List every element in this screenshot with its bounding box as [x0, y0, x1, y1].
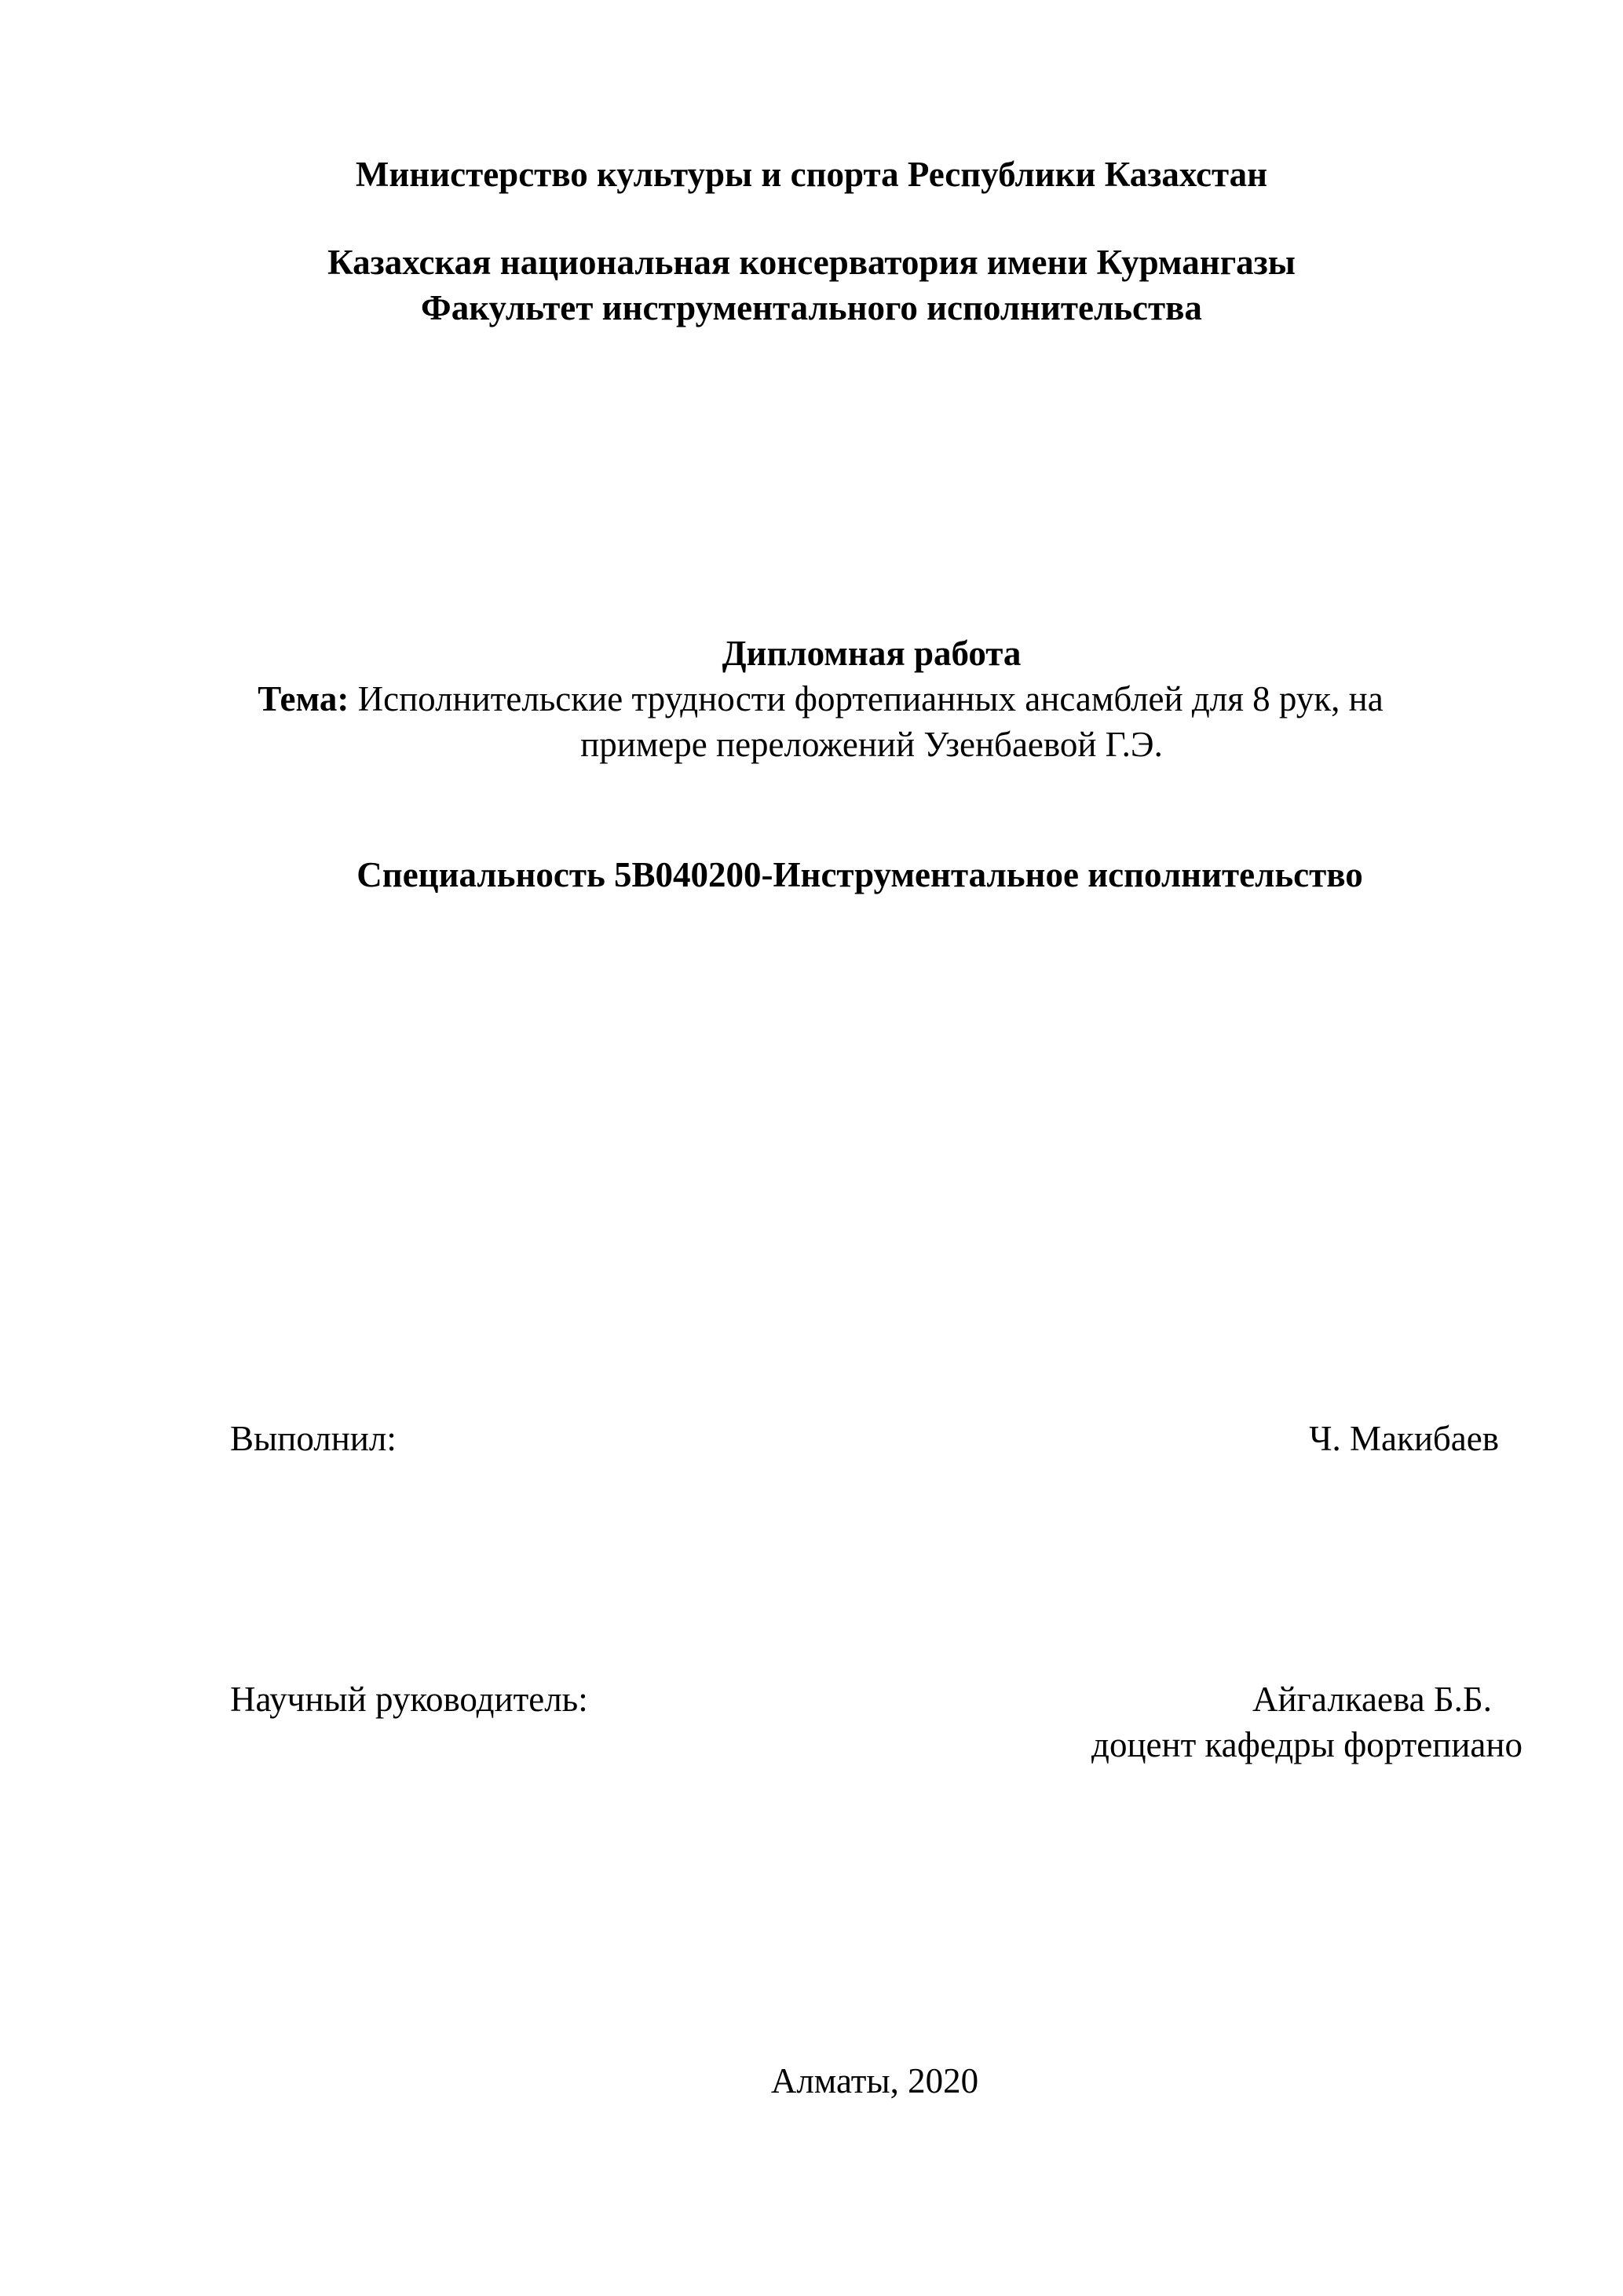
author-label: Выполнил:	[230, 1419, 397, 1458]
city-year: Алматы, 2020	[770, 2061, 979, 2100]
topic-line-1	[0, 679, 1623, 718]
supervisor-name: Айгалкаева Б.Б.	[1252, 1680, 1492, 1719]
topic-text: Исполнительские трудности фортепианных ансамблей для 8 рук, на	[349, 679, 1384, 718]
topic-line-2: примере переложений Узенбаевой Г.Э.	[580, 725, 1163, 764]
supervisor-label: Научный руководитель:	[230, 1680, 588, 1719]
work-type-heading: Дипломная работа	[722, 634, 1022, 673]
specialty-line: Специальность 5В040200-Инструментальное исполнительство	[356, 855, 1363, 894]
institution-heading: Казахская национальная консерватория имени Курмангазы	[327, 243, 1296, 282]
faculty-heading: Факультет инструментального исполнительства	[421, 288, 1202, 327]
ministry-heading: Министерство культуры и спорта Республики Казахстан	[355, 155, 1268, 194]
supervisor-position: доцент кафедры фортепиано	[1091, 1725, 1522, 1764]
topic-label: Тема:	[258, 679, 349, 718]
author-name: Ч. Макибаев	[1309, 1419, 1499, 1458]
